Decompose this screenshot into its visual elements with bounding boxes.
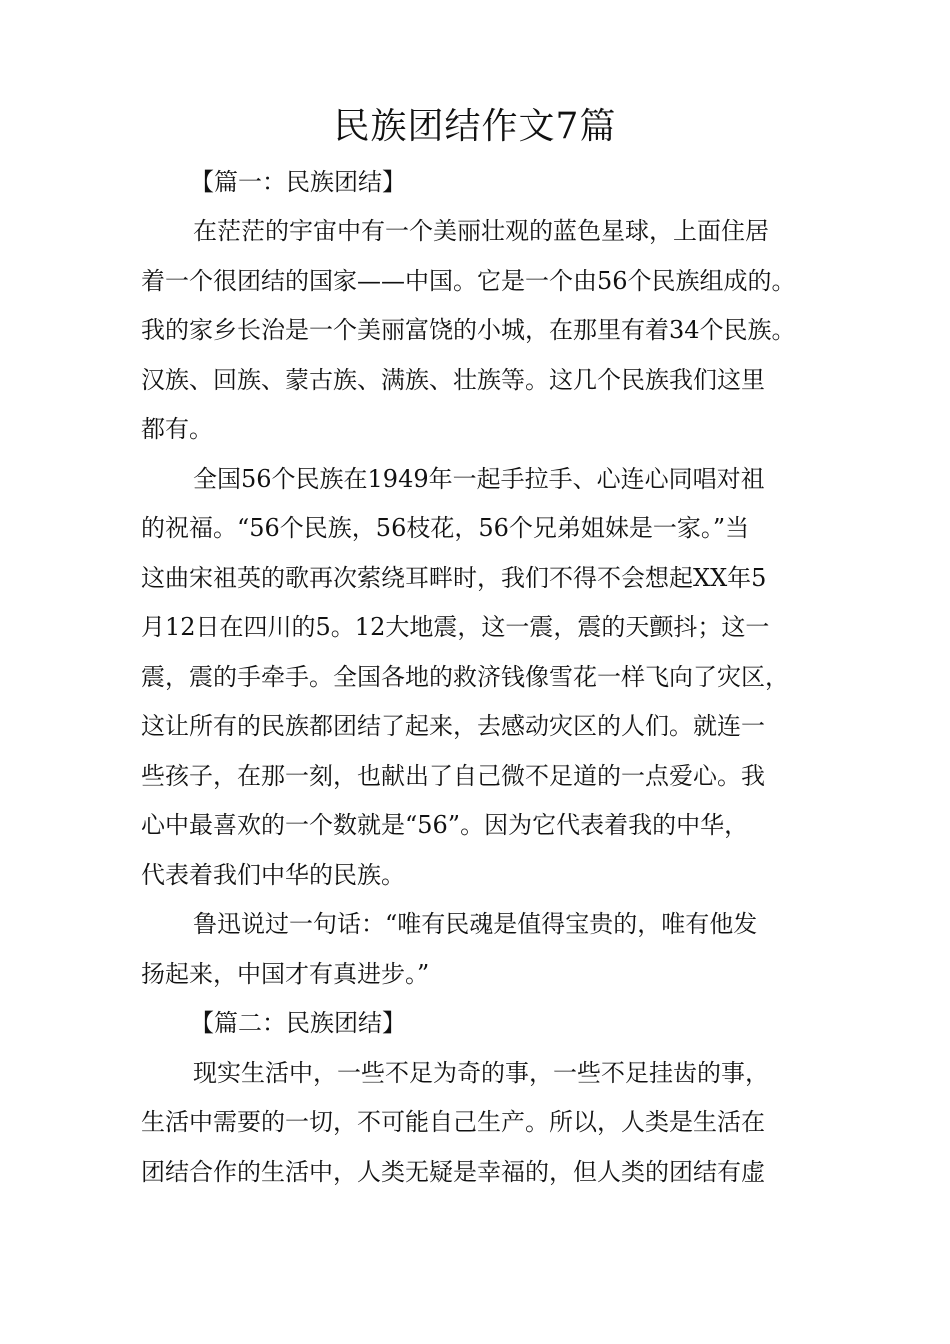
text-line: 扬起来，中国才有真进步。”: [141, 960, 430, 988]
text-line: 的祝福。“56个民族，56枝花，56个兄弟姐妹是一家。”当: [141, 514, 750, 542]
document-title: 民族团结作文7篇: [333, 106, 617, 147]
text-line: 鲁迅说过一句话：“唯有民魂是值得宝贵的，唯有他发: [193, 910, 758, 938]
text-line: 代表着我们中华的民族。: [141, 861, 405, 889]
text-line: 现实生活中，一些不足为奇的事，一些不足挂齿的事，: [193, 1059, 769, 1087]
text-line: 在茫茫的宇宙中有一个美丽壮观的蓝色星球，上面住居: [193, 217, 769, 245]
section-heading-2: 【篇二：民族团结】: [190, 1009, 406, 1037]
text-line: 震，震的手牵手。全国各地的救济钱像雪花一样飞向了灾区，: [141, 663, 789, 691]
text-line: 我的家乡长治是一个美丽富饶的小城，在那里有着34个民族。: [141, 316, 796, 344]
text-line: 团结合作的生活中，人类无疑是幸福的，但人类的团结有虚: [141, 1158, 765, 1186]
text-line: 生活中需要的一切，不可能自己生产。所以，人类是生活在: [141, 1108, 765, 1136]
text-line: 心中最喜欢的一个数就是“56”。因为它代表着我的中华，: [141, 811, 749, 839]
text-line: 这曲宋祖英的歌再次萦绕耳畔时，我们不得不会想起XX年5: [141, 564, 767, 592]
text-line: 汉族、回族、蒙古族、满族、壮族等。这几个民族我们这里: [141, 366, 765, 394]
text-line: 全国56个民族在1949年一起手拉手、心连心同唱对祖: [193, 465, 765, 493]
section-heading-1: 【篇一：民族团结】: [190, 168, 406, 196]
text-line: 都有。: [141, 415, 213, 443]
text-line: 月12日在四川的5。12大地震，这一震，震的天颤抖；这一: [141, 613, 770, 641]
text-line: 些孩子，在那一刻，也献出了自己微不足道的一点爱心。我: [141, 762, 765, 790]
text-line: 这让所有的民族都团结了起来，去感动灾区的人们。就连一: [141, 712, 765, 740]
text-line: 着一个很团结的国家——中国。它是一个由56个民族组成的。: [141, 267, 796, 295]
